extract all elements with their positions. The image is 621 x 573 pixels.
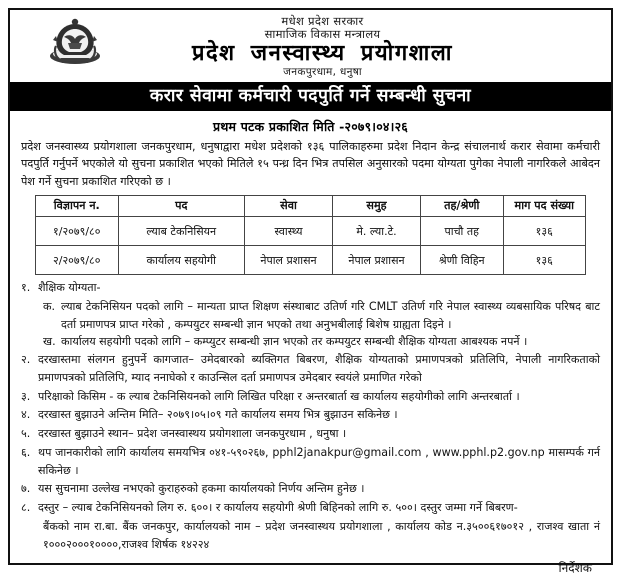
clause-1b-text: कार्यालय सहयोगी पदको लागि – कम्प्युटर सम्बन्धी ज्ञान भएको तर कम्पयुटर सम्बन्धी शैक्षिक योग्यता आबश्यक नपर्ने । [61, 335, 528, 349]
column-header-count: माग पद संख्या [503, 196, 586, 217]
clause-1b [43, 333, 600, 351]
clause-3-number: ३. [21, 389, 31, 403]
clause-8 [21, 499, 600, 517]
clause-6 [21, 444, 600, 480]
nepal-government-emblem-icon [44, 14, 106, 80]
office-name: प्रदेश जनस्वास्थ्य प्रयोगशाला [191, 40, 453, 66]
table-row [36, 246, 586, 275]
cell-count: १३६ [503, 246, 586, 275]
column-header-ad-no: विज्ञापन न. [36, 196, 119, 217]
table-header-row [36, 196, 586, 217]
letterhead-text [110, 15, 605, 79]
table-row [36, 217, 586, 246]
cell-count: १३६ [503, 217, 586, 246]
document-frame [8, 8, 613, 573]
column-header-level: तह/श्रेणी [421, 196, 504, 217]
clause-2-number: २. [21, 353, 31, 367]
clause-5 [21, 425, 600, 443]
clause-6-text: थप जानकारीको लागि कार्यालय समयभित्र ०४१-५९०२६७, pphl2janakpur@gmail.com , www.pphl.p2.gov.np मासम्पर्क गर्न सकिनेछ । [38, 445, 600, 477]
cell-group: मे. ल्या.टे. [333, 217, 421, 246]
clause-8-number: ८. [21, 501, 31, 515]
clause-5-number: ५. [21, 427, 31, 441]
clause-8-bank-detail: बैंकको नाम रा.बा. बैंक जनकपुर, कार्यालयको नाम – प्रदेश जनस्वास्थय प्रयोगशाला , कार्यालय कोड न.३५००६१७०१२ , राजश्व खाता नं १०००२०००१००००,राजश्व शिर्षक १४२२४ [43, 519, 600, 551]
signatory-designation: निर्देशक [558, 561, 592, 573]
clause-4-text: दरखास्त बुझाउने अन्तिम मिति– २०७९।०५।०९ गते कार्यालय समय भित्र बुझाउन सकिनेछ । [38, 408, 398, 422]
clause-5-text: दरखास्त बुझाउने स्थान– प्रदेश जनस्वास्थय प्रयोगशाला जनकपुरधाम , धनुषा । [38, 427, 347, 441]
clause-7 [21, 480, 600, 498]
office-address: जनकपुरधाम, धनुषा [283, 66, 362, 79]
cell-ad-no: १/२०७९/८० [36, 217, 119, 246]
clause-1a-text: ल्याब टेकनिसियन पदको लागि – मान्यता प्राप्त शिक्षण संस्थाबाट उतिर्ण गरि CMLT उतिर्ण गरि नेपाल स्वास्थ्य व्यबसायिक परिषद बाट दर्ता प्रमाणपत्र प्राप्त गरेको , कम्पयुटर सम्बन्धी ज्ञान भएको तथा अनुभबीलाई बिशेष ग्राह्यता दिइने । [61, 299, 600, 331]
clause-1 [21, 279, 600, 297]
column-header-service: सेवा [245, 196, 333, 217]
column-header-group: समुह [333, 196, 421, 217]
clause-list [19, 279, 602, 553]
vacancy-table-wrapper [19, 195, 602, 275]
cell-level: श्रेणी विहिन [421, 246, 504, 275]
cell-post: ल्याब टेकनिसियन [118, 217, 245, 246]
cell-service: स्वास्थ्य [245, 217, 333, 246]
cell-group: नेपाल प्रशासन [333, 246, 421, 275]
clause-7-number: ७. [21, 482, 31, 496]
clause-1b-number: ख. [43, 335, 56, 349]
cell-post: कार्यालय सहयोगी [118, 246, 245, 275]
ministry-name: सामाजिक विकास मन्त्रालय [264, 26, 381, 41]
vacancy-table [35, 195, 586, 275]
clause-3-text: परिक्षाको किसिम - क ल्याब टेकनिसियनको लागि लिखित परिक्षा र अन्तरबार्ता ख कार्यालय सहयोगीको लागि अन्तरबार्ता । [38, 389, 520, 403]
publication-date: प्रथम पटक प्रकाशित मिति -२०७९।०४।२६ [213, 119, 408, 135]
clause-3 [21, 388, 600, 406]
clause-6-number: ६. [21, 445, 31, 459]
clause-1-number: १. [21, 281, 31, 295]
cell-level: पाचौ तह [421, 217, 504, 246]
government-name: मधेश प्रदेश सरकार [281, 13, 364, 28]
clause-1a-number: क. [43, 299, 56, 313]
clause-8-text: दस्तुर – ल्याब टेकनिसियनको लिग रु. ६००। र कार्यालय सहयोगी श्रेणी बिहिनको लागि रु. ५००। दस्तुर जम्मा गर्ने बिबरण- [38, 501, 518, 515]
clause-1-title: शैक्षिक योग्यता- [38, 281, 101, 295]
cell-ad-no: २/२०७९/८० [36, 246, 119, 275]
cell-service: नेपाल प्रशासन [245, 246, 333, 275]
notice-title-bar: करार सेवामा कर्मचारी पदपुर्ति गर्ने सम्बन्धी सुचना [10, 82, 611, 111]
letterhead [10, 10, 611, 82]
notice-body [10, 111, 611, 573]
clause-4-number: ४. [21, 408, 31, 422]
clause-7-text: यस सुचनामा उल्लेख नभएको कुराहरुको हकमा कार्यालयको निर्णय अन्तिम हुनेछ । [38, 482, 365, 496]
column-header-post: पद [118, 196, 245, 217]
clause-2 [21, 351, 600, 387]
clause-4 [21, 406, 600, 424]
clause-2-text: दरखास्तमा संलगन हुनुपर्ने कागजात– उमेदबारको ब्यक्तिगत बिबरण, शैक्षिक योग्यताको प्रमाणपत्रको प्रतिलिपि, नेपाली नागरिकताको प्रमाणपत्रको प्रतिलिपि, म्याद ननाघेको र काउन्सिल दर्ता प्रमाणपत्र उमेदबार स्वयंले प्रमाणित गरेको [38, 353, 600, 384]
intro-paragraph: प्रदेश जनस्वास्थ्य प्रयोगशाला जनकपुरधाम, धनुषाद्वारा मधेश प्रदेशको १३६ पालिकाहरुमा प्रदेश निदान केन्द्र संचालनार्थ करार सेवामा कर्मचारी पदपुर्ति गर्नुपर्ने भएकोले यो सुचना प्रकाशित भएको मितिले १५ पन्ध्र दिन भित्र तपसिल अनुसारको पदमा योग्यता पुगेका नेपाली नागरिकले आबेदन पेश गर्ने सुचना प्रकाशित गरिएको छ । [21, 140, 600, 188]
clause-1a [43, 298, 600, 334]
